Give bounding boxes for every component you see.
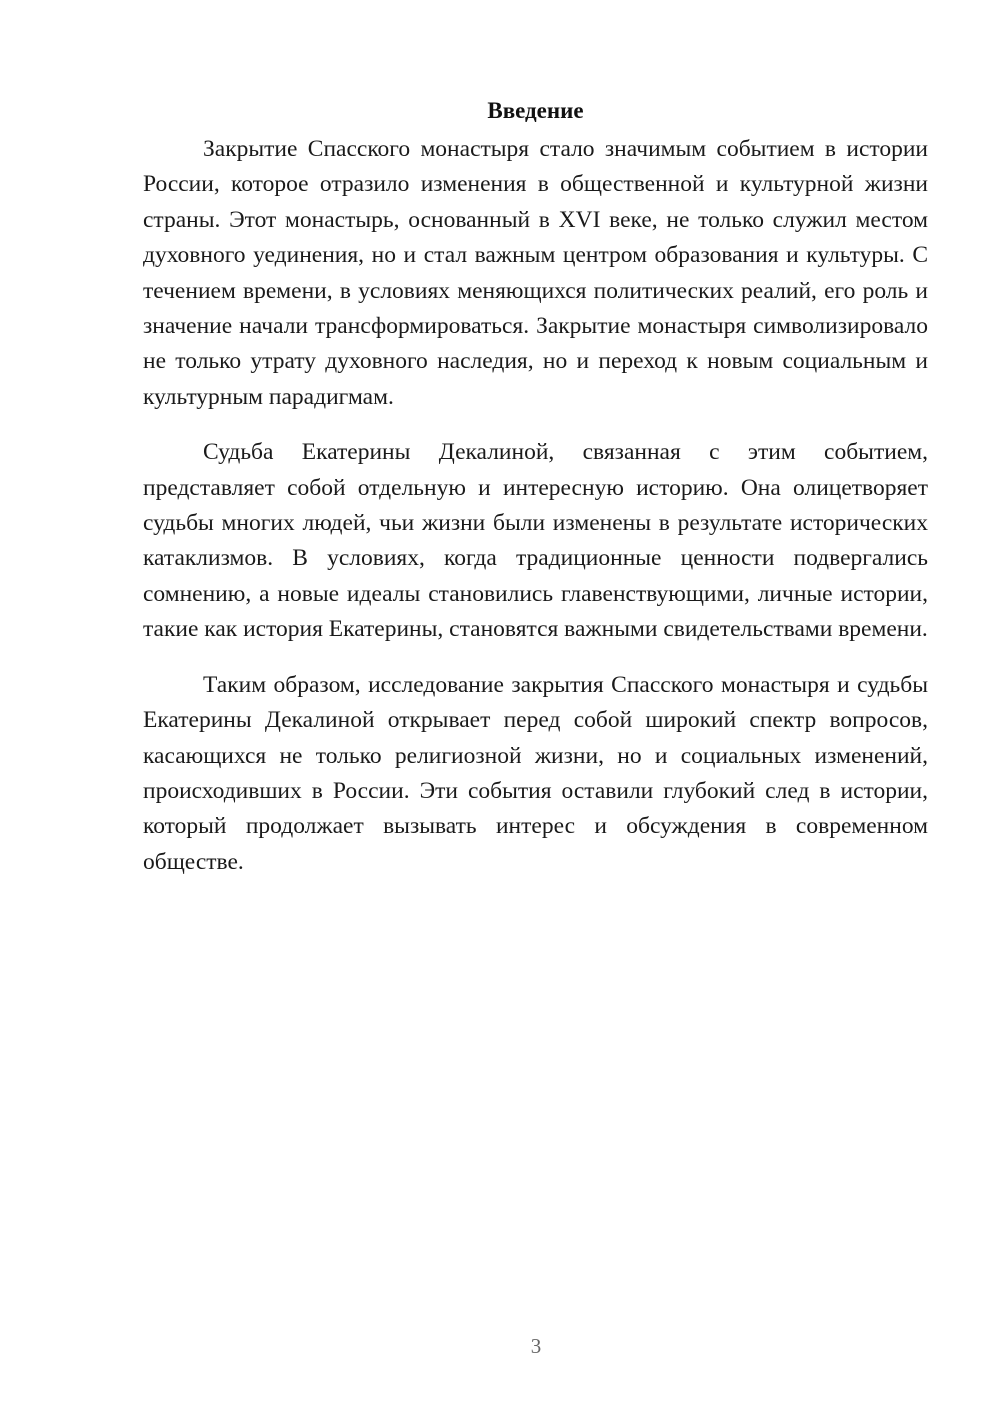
page-content: [143, 96, 928, 900]
paragraph-1: Закрытие Спасского монастыря стало значимым событием в истории России, которое отразило изменения в общественной и культурной жизни страны. Этот монастырь, основанный в XVI веке, не только служил местом духовного уединения, но и стал важным центром образования и культуры. С течением времени, в условиях меняющихся политических реалий, его роль и значение начали трансформироваться. Закрытие монастыря символизировало не только утрату духовного наследия, но и переход к новым социальным и культурным парадигмам.: [143, 136, 928, 410]
section-heading: Введение: [487, 98, 584, 123]
page-number: 3: [530, 1334, 542, 1358]
paragraph-3: Таким образом, исследование закрытия Спасского монастыря и судьбы Екатерины Декалиной открывает перед собой широкий спектр вопросов, касающихся не только религиозной жизни, но и социальных изменений, происходивших в России. Эти события оставили глубокий след в истории, который продолжает вызывать интерес и обсуждения в современном обществе.: [143, 671, 928, 875]
paragraph-2: Судьба Екатерины Декалиной, связанная с этим событием, представляет собой отдельную и интересную историю. Она олицетворяет судьбы многих людей, чьи жизни были изменены в результате исторических катаклизмов. В условиях, когда традиционные ценности подвергались сомнению, а новые идеалы становились главенствующими, личные истории, такие как история Екатерины, становятся важными свидетельствами времени.: [143, 439, 928, 643]
